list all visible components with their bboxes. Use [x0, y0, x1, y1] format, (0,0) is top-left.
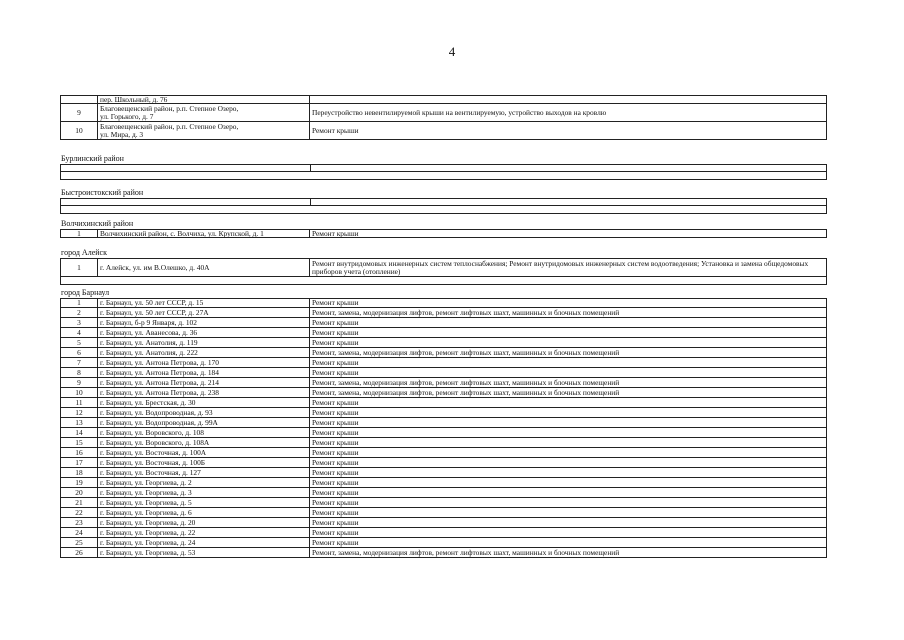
row-work: Ремонт крыши	[312, 428, 359, 437]
row-number: 4	[61, 328, 98, 337]
row-work: Ремонт крыши	[312, 538, 359, 547]
row-address: г. Барнаул, ул. Антона Петрова, д. 170	[98, 358, 310, 367]
row-work: Ремонт, замена, модернизация лифтов, ремонт лифтовых шахт, машинных и блочных помещений	[312, 388, 620, 397]
table-row	[60, 528, 827, 538]
row-number: 10	[61, 122, 98, 139]
address-line: Благовещенский район, р.п. Степное Озеро,	[100, 122, 239, 131]
table-row	[60, 338, 827, 348]
empty-row	[60, 164, 827, 172]
row-work: Ремонт крыши	[312, 468, 359, 477]
row-address: г. Барнаул, ул. Георгиева, д. 5	[98, 498, 310, 507]
row-number: 11	[61, 398, 98, 407]
row-work: Ремонт крыши	[312, 125, 359, 135]
row-number: 9	[61, 378, 98, 387]
row-work: Ремонт крыши	[312, 368, 359, 377]
empty-row	[60, 277, 827, 285]
row-number: 25	[61, 538, 98, 547]
row-address: г. Барнаул, ул. Антона Петрова, д. 184	[98, 368, 310, 377]
row-work: Ремонт, замена, модернизация лифтов, ремонт лифтовых шахт, машинных и блочных помещений	[312, 378, 620, 387]
table-row	[60, 408, 827, 418]
row-number: 2	[61, 308, 98, 317]
row-address: пер. Школьный, д. 76	[98, 96, 310, 103]
table-row	[60, 398, 827, 408]
empty-row	[60, 206, 827, 214]
row-address: г. Барнаул, ул. Георгиева, д. 53	[98, 548, 310, 557]
row-work: Ремонт крыши	[312, 230, 359, 237]
row-work: Переустройство невентилируемой крыши на вентилируемую, устройство выходов на кровлю	[312, 107, 607, 117]
row-number: 9	[61, 104, 98, 121]
table-row	[60, 298, 827, 308]
row-address: г. Барнаул, ул. Георгиева, д. 3	[98, 488, 310, 497]
table-row	[60, 458, 827, 468]
row-number: 16	[61, 448, 98, 457]
row-number: 18	[61, 468, 98, 477]
table-row	[60, 388, 827, 398]
row-address	[98, 104, 310, 121]
barnaul-rows	[60, 298, 827, 558]
district-header-volchikha	[60, 214, 827, 229]
row-number: 20	[61, 488, 98, 497]
row-number: 22	[61, 508, 98, 517]
row-address	[98, 122, 310, 139]
table-row	[60, 518, 827, 528]
row-number: 1	[61, 299, 98, 307]
row-work: Ремонт внутридомовых инженерных систем теплоснабжения; Ремонт внутридомовых инженерных систем водоотведения; Установка и замена общедомовых приборов учета (отопление)	[312, 259, 809, 276]
row-address: г. Барнаул, ул. 50 лет СССР, д. 27А	[98, 308, 310, 317]
empty-row	[60, 198, 827, 206]
address-line: Благовещенский район, р.п. Степное Озеро,	[100, 104, 239, 113]
row-number: 3	[61, 318, 98, 327]
row-address: г. Барнаул, ул. Анатолия, д. 119	[98, 338, 310, 347]
row-number: 21	[61, 498, 98, 507]
row-work: Ремонт крыши	[312, 418, 359, 427]
table-row	[60, 438, 827, 448]
row-number: 1	[61, 230, 98, 237]
row-work: Ремонт крыши	[312, 328, 359, 337]
row-work: Ремонт крыши	[312, 518, 359, 527]
row-number: 6	[61, 348, 98, 357]
row-number: 1	[61, 259, 98, 276]
table-row	[60, 122, 827, 140]
row-work: Ремонт, замена, модернизация лифтов, ремонт лифтовых шахт, машинных и блочных помещений	[312, 308, 620, 317]
row-address: г. Барнаул, ул. Воровского, д. 108А	[98, 438, 310, 447]
row-work: Ремонт крыши	[312, 338, 359, 347]
row-address: г. Барнаул, ул. Антона Петрова, д. 238	[98, 388, 310, 397]
repair-table	[60, 95, 827, 558]
row-number: 13	[61, 418, 98, 427]
row-address: г. Барнаул, ул. Георгиева, д. 2	[98, 478, 310, 487]
row-number: 7	[61, 358, 98, 367]
row-address: г. Барнаул, ул. Антона Петрова, д. 214	[98, 378, 310, 387]
row-address: г. Барнаул, ул. 50 лет СССР, д. 15	[98, 299, 310, 307]
table-row	[60, 328, 827, 338]
row-number: 5	[61, 338, 98, 347]
district-name: город Барнаул	[61, 288, 110, 297]
table-row	[60, 508, 827, 518]
district-header-bystry-istok	[60, 180, 827, 198]
row-number: 23	[61, 518, 98, 527]
row-address: г. Барнаул, ул. Восточная, д. 100А	[98, 448, 310, 457]
row-number: 24	[61, 528, 98, 537]
table-row	[60, 95, 827, 104]
district-name: Волчихинский район	[61, 219, 134, 228]
row-number: 19	[61, 478, 98, 487]
district-name: Бурлинский район	[61, 154, 124, 163]
row-work: Ремонт крыши	[312, 299, 359, 307]
table-row	[60, 498, 827, 508]
row-work: Ремонт крыши	[312, 478, 359, 487]
row-address: г. Барнаул, ул. Георгиева, д. 24	[98, 538, 310, 547]
row-work: Ремонт крыши	[312, 318, 359, 327]
row-work: Ремонт крыши	[312, 398, 359, 407]
row-address: г. Барнаул, ул. Водопроводная, д. 93	[98, 408, 310, 417]
table-row	[60, 538, 827, 548]
table-row	[60, 229, 827, 238]
row-work: Ремонт, замена, модернизация лифтов, ремонт лифтовых шахт, машинных и блочных помещений	[312, 548, 620, 557]
row-address: г. Барнаул, ул. Аванесова, д. 36	[98, 328, 310, 337]
row-number: 14	[61, 428, 98, 437]
table-row	[60, 418, 827, 428]
row-address: г. Барнаул, б-р 9 Января, д. 102	[98, 318, 310, 327]
table-row	[60, 358, 827, 368]
row-address: г. Барнаул, ул. Анатолия, д. 222	[98, 348, 310, 357]
row-work: Ремонт крыши	[312, 528, 359, 537]
row-work: Ремонт, замена, модернизация лифтов, ремонт лифтовых шахт, машинных и блочных помещений	[312, 348, 620, 357]
address-line: ул. Горького, д. 7	[100, 111, 154, 121]
district-name: город Алейск	[61, 248, 107, 257]
table-row	[60, 368, 827, 378]
table-row	[60, 488, 827, 498]
row-address: г. Барнаул, ул. Георгиева, д. 22	[98, 528, 310, 537]
table-row	[60, 348, 827, 358]
address-line: ул. Мира, д. 3	[100, 129, 144, 139]
table-row	[60, 468, 827, 478]
row-number: 8	[61, 368, 98, 377]
row-work: Ремонт крыши	[312, 488, 359, 497]
row-address: г. Барнаул, ул. Георгиева, д. 6	[98, 508, 310, 517]
district-header-burla	[60, 140, 827, 164]
row-address: г. Барнаул, ул. Восточная, д. 127	[98, 468, 310, 477]
row-number: 10	[61, 388, 98, 397]
row-address: г. Барнаул, ул. Брестская, д. 30	[98, 398, 310, 407]
row-work: Ремонт крыши	[312, 498, 359, 507]
row-work	[310, 96, 826, 103]
district-header-aleysk	[60, 238, 827, 258]
row-address: г. Барнаул, ул. Воровского, д. 108	[98, 428, 310, 437]
table-row	[60, 258, 827, 277]
table-row	[60, 318, 827, 328]
row-work: Ремонт крыши	[312, 508, 359, 517]
row-address: г. Алейск, ул. им В.Олешко, д. 40А	[98, 259, 310, 276]
empty-row	[60, 172, 827, 180]
table-row	[60, 104, 827, 122]
district-header-barnaul	[60, 285, 827, 298]
table-row	[60, 478, 827, 488]
row-work: Ремонт крыши	[312, 438, 359, 447]
row-number: 26	[61, 548, 98, 557]
table-row	[60, 448, 827, 458]
row-number	[61, 96, 98, 103]
row-number: 15	[61, 438, 98, 447]
row-address: г. Барнаул, ул. Водопроводная, д. 99А	[98, 418, 310, 427]
row-address: г. Барнаул, ул. Восточная, д. 100Б	[98, 458, 310, 467]
row-address: Волчихинский район, с. Волчиха, ул. Крупской, д. 1	[98, 230, 310, 237]
row-number: 12	[61, 408, 98, 417]
row-work: Ремонт крыши	[312, 408, 359, 417]
table-row	[60, 548, 827, 558]
row-work: Ремонт крыши	[312, 458, 359, 467]
page-number: 4	[448, 44, 456, 59]
row-address: г. Барнаул, ул. Георгиева, д. 20	[98, 518, 310, 527]
district-name: Быстроистокский район	[61, 188, 144, 197]
row-work: Ремонт крыши	[312, 448, 359, 457]
row-work: Ремонт крыши	[312, 358, 359, 367]
table-row	[60, 378, 827, 388]
table-row	[60, 428, 827, 438]
row-number: 17	[61, 458, 98, 467]
table-row	[60, 308, 827, 318]
